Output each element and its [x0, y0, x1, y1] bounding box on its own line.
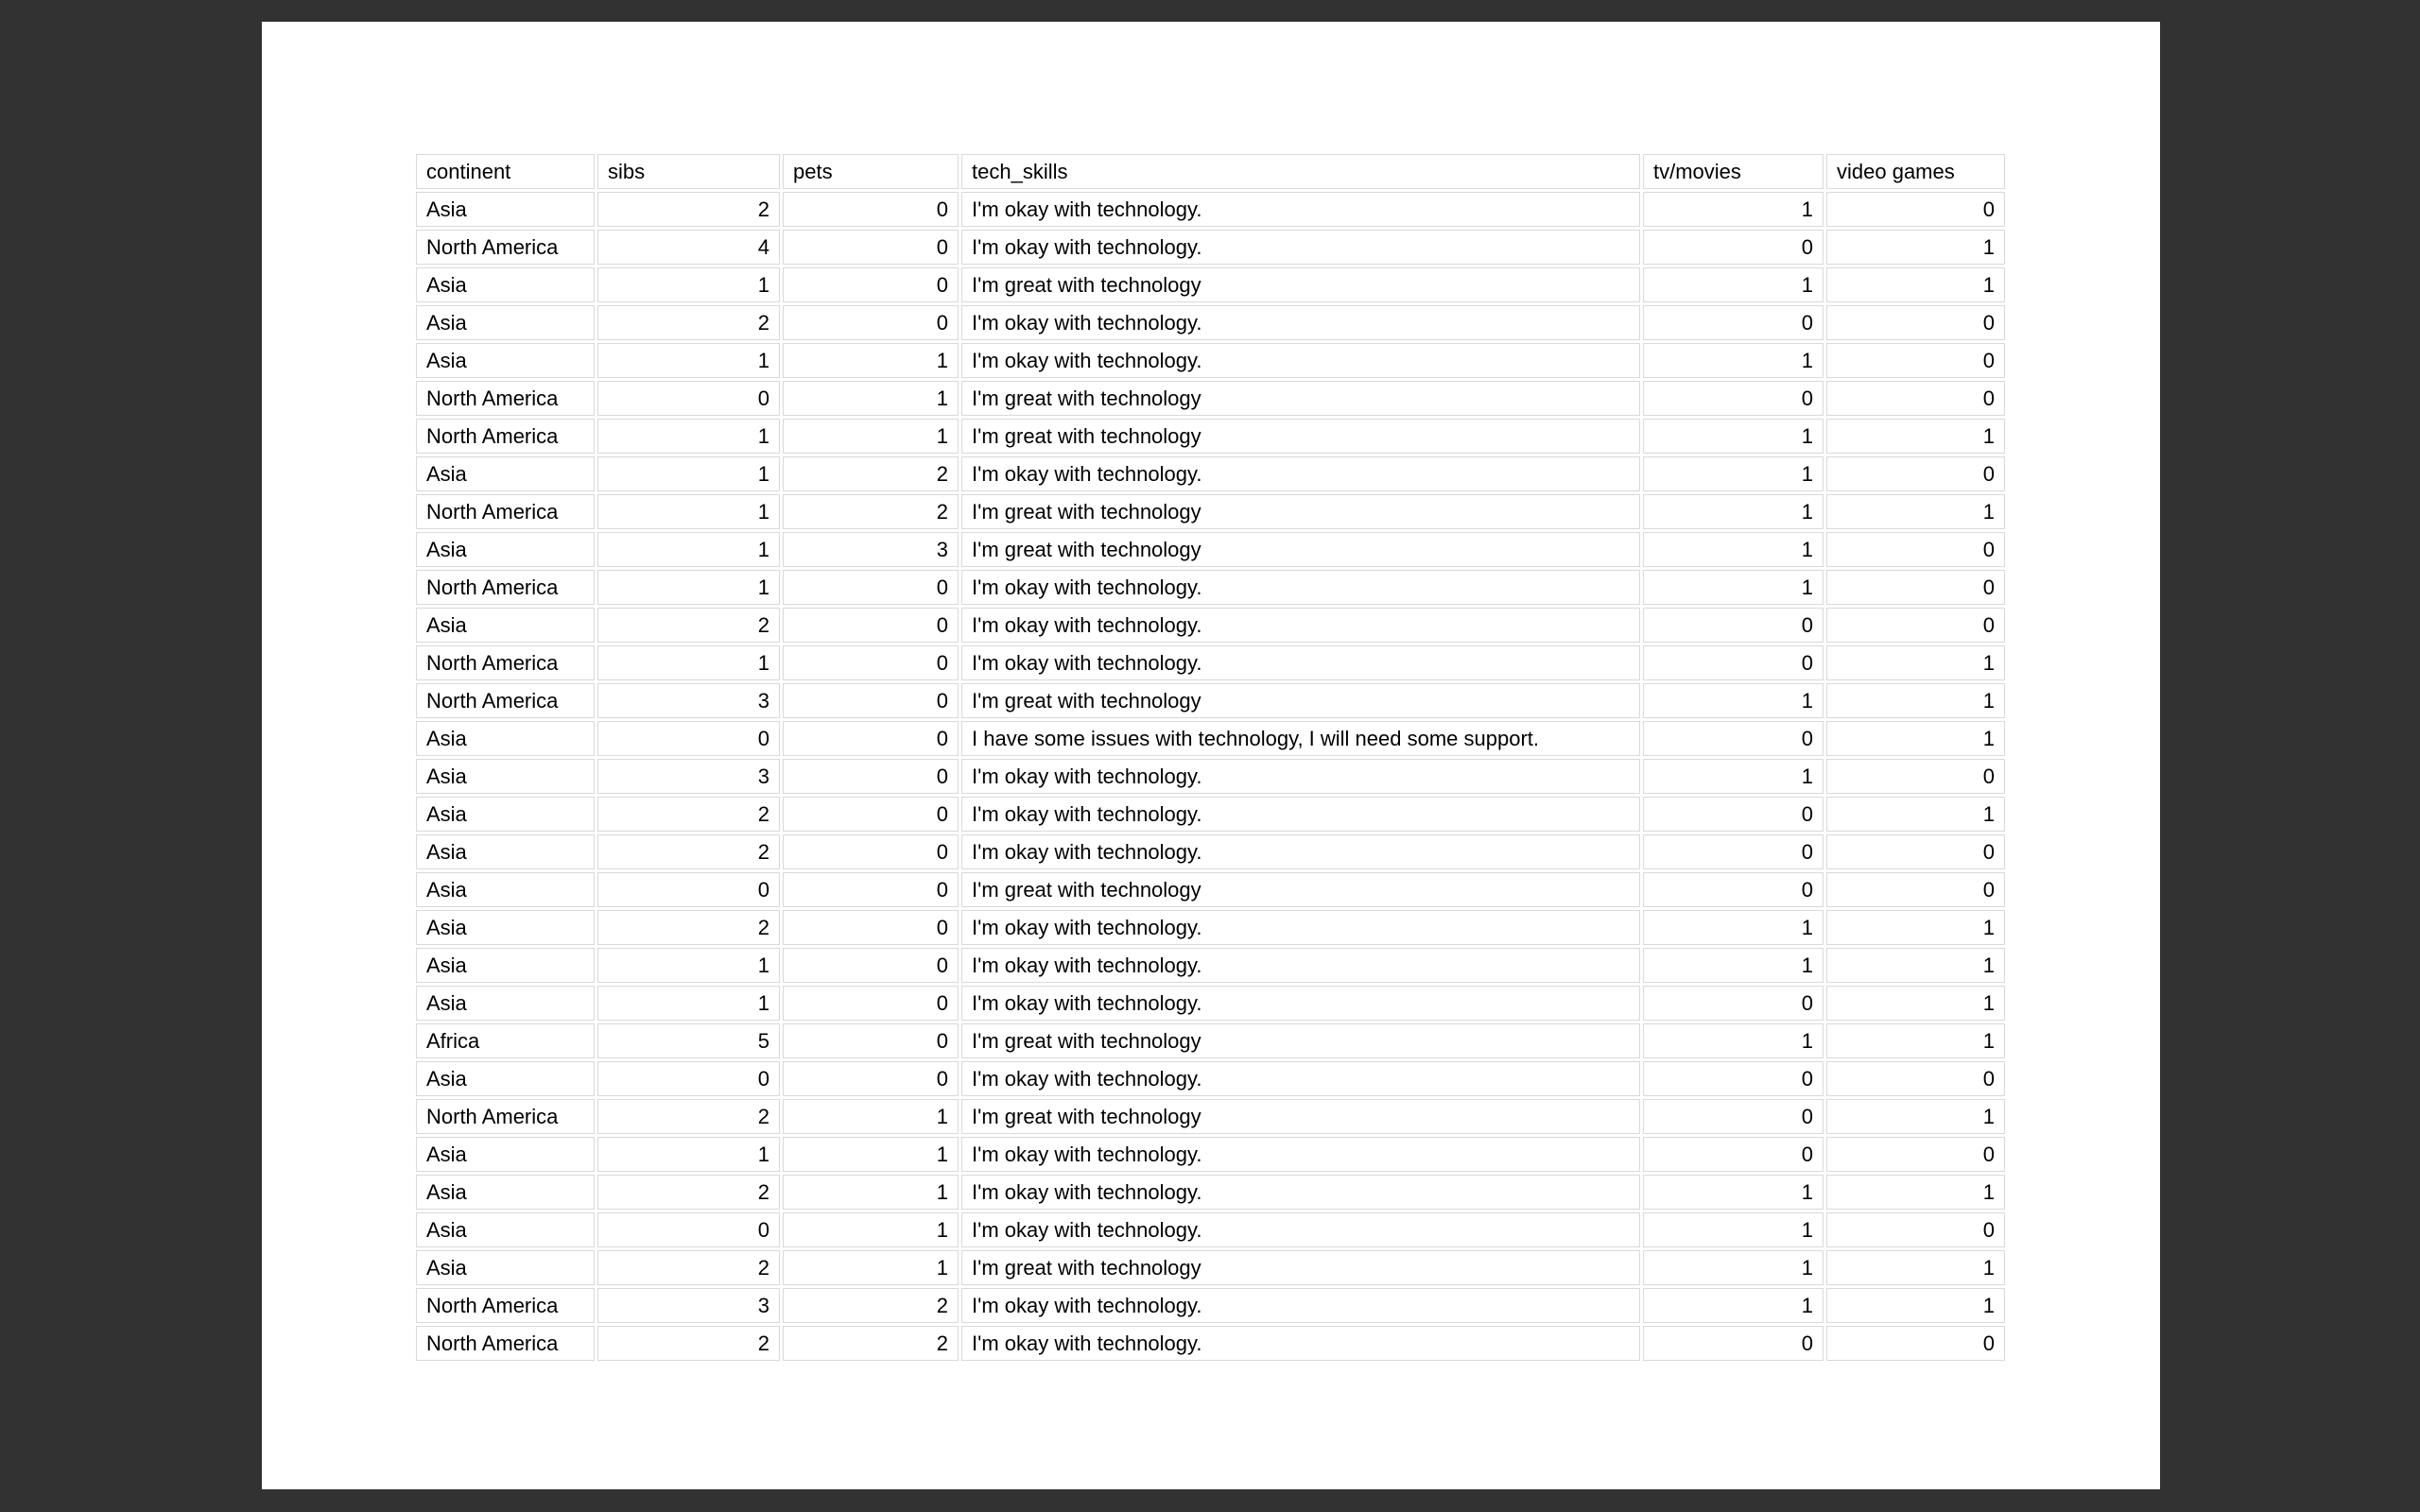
table-row: [416, 608, 2005, 643]
cell-continent: Africa: [416, 1023, 595, 1058]
cell-video_games: 1: [1826, 230, 2005, 265]
cell-tv_movies: 1: [1643, 1288, 1824, 1323]
cell-tech_skills: I'm okay with technology.: [961, 910, 1640, 945]
cell-sibs: 3: [597, 759, 780, 794]
cell-continent: Asia: [416, 986, 595, 1021]
cell-video_games: 0: [1826, 872, 2005, 907]
cell-video_games: 1: [1826, 1175, 2005, 1210]
cell-sibs: 1: [597, 948, 780, 983]
cell-pets: 0: [783, 797, 959, 832]
cell-video_games: 1: [1826, 267, 2005, 302]
cell-pets: 0: [783, 1061, 959, 1096]
cell-tv_movies: 1: [1643, 1250, 1824, 1285]
cell-sibs: 1: [597, 343, 780, 378]
cell-tv_movies: 1: [1643, 532, 1824, 567]
cell-tech_skills: I'm great with technology: [961, 1099, 1640, 1134]
cell-pets: 0: [783, 948, 959, 983]
cell-continent: North America: [416, 230, 595, 265]
cell-tv_movies: 1: [1643, 570, 1824, 605]
cell-continent: North America: [416, 419, 595, 454]
cell-video_games: 1: [1826, 948, 2005, 983]
cell-pets: 0: [783, 570, 959, 605]
cell-video_games: 0: [1826, 1326, 2005, 1361]
cell-tech_skills: I'm great with technology: [961, 1250, 1640, 1285]
cell-sibs: 1: [597, 419, 780, 454]
cell-tv_movies: 1: [1643, 267, 1824, 302]
cell-video_games: 1: [1826, 683, 2005, 718]
cell-tech_skills: I'm okay with technology.: [961, 986, 1640, 1021]
cell-tech_skills: I'm okay with technology.: [961, 797, 1640, 832]
cell-video_games: 1: [1826, 419, 2005, 454]
table-row: [416, 381, 2005, 416]
table-row: [416, 192, 2005, 227]
cell-tv_movies: 1: [1643, 910, 1824, 945]
cell-sibs: 1: [597, 494, 780, 529]
cell-sibs: 1: [597, 456, 780, 491]
cell-continent: Asia: [416, 456, 595, 491]
cell-continent: North America: [416, 570, 595, 605]
table-row: [416, 1288, 2005, 1323]
cell-video_games: 0: [1826, 1137, 2005, 1172]
column-header-video-games: video games: [1826, 154, 2005, 189]
column-header-tv-movies: tv/movies: [1643, 154, 1824, 189]
cell-continent: Asia: [416, 1250, 595, 1285]
table-row: [416, 1023, 2005, 1058]
cell-tv_movies: 0: [1643, 1326, 1824, 1361]
cell-video_games: 1: [1826, 1099, 2005, 1134]
cell-tech_skills: I'm great with technology: [961, 419, 1640, 454]
cell-pets: 3: [783, 532, 959, 567]
cell-pets: 2: [783, 1288, 959, 1323]
cell-pets: 0: [783, 834, 959, 869]
cell-pets: 0: [783, 910, 959, 945]
cell-continent: Asia: [416, 834, 595, 869]
cell-sibs: 2: [597, 1175, 780, 1210]
cell-tech_skills: I'm okay with technology.: [961, 305, 1640, 340]
cell-video_games: 1: [1826, 1250, 2005, 1285]
cell-pets: 0: [783, 608, 959, 643]
table-row: [416, 797, 2005, 832]
column-header-pets: pets: [783, 154, 959, 189]
cell-pets: 1: [783, 1099, 959, 1134]
cell-sibs: 5: [597, 1023, 780, 1058]
cell-video_games: 0: [1826, 1212, 2005, 1247]
cell-tech_skills: I'm great with technology: [961, 267, 1640, 302]
cell-sibs: 2: [597, 797, 780, 832]
cell-tech_skills: I'm okay with technology.: [961, 570, 1640, 605]
table-row: [416, 532, 2005, 567]
table-body: [416, 192, 2005, 1361]
cell-video_games: 0: [1826, 1061, 2005, 1096]
cell-tv_movies: 1: [1643, 1175, 1824, 1210]
cell-tech_skills: I'm okay with technology.: [961, 230, 1640, 265]
cell-continent: North America: [416, 683, 595, 718]
table-row: [416, 1326, 2005, 1361]
cell-video_games: 0: [1826, 305, 2005, 340]
cell-pets: 1: [783, 1250, 959, 1285]
table-row: [416, 1175, 2005, 1210]
cell-sibs: 0: [597, 872, 780, 907]
cell-sibs: 1: [597, 570, 780, 605]
cell-video_games: 1: [1826, 721, 2005, 756]
table-row: [416, 570, 2005, 605]
cell-tv_movies: 0: [1643, 1137, 1824, 1172]
cell-tv_movies: 0: [1643, 381, 1824, 416]
cell-continent: Asia: [416, 759, 595, 794]
cell-tv_movies: 0: [1643, 608, 1824, 643]
table-row: [416, 1250, 2005, 1285]
cell-tech_skills: I'm okay with technology.: [961, 1137, 1640, 1172]
cell-sibs: 1: [597, 267, 780, 302]
data-table: [413, 151, 2008, 1364]
table-row: [416, 419, 2005, 454]
cell-video_games: 0: [1826, 381, 2005, 416]
cell-tech_skills: I'm great with technology: [961, 381, 1640, 416]
cell-tech_skills: I'm okay with technology.: [961, 456, 1640, 491]
table-row: [416, 872, 2005, 907]
cell-tech_skills: I'm okay with technology.: [961, 645, 1640, 680]
cell-sibs: 3: [597, 1288, 780, 1323]
table-row: [416, 494, 2005, 529]
document-page: [262, 22, 2160, 1489]
cell-video_games: 0: [1826, 570, 2005, 605]
cell-sibs: 1: [597, 1137, 780, 1172]
cell-continent: Asia: [416, 948, 595, 983]
cell-sibs: 2: [597, 608, 780, 643]
cell-pets: 0: [783, 192, 959, 227]
cell-tv_movies: 0: [1643, 986, 1824, 1021]
cell-tv_movies: 1: [1643, 419, 1824, 454]
table-row: [416, 910, 2005, 945]
table-row: [416, 683, 2005, 718]
cell-sibs: 2: [597, 192, 780, 227]
cell-continent: Asia: [416, 305, 595, 340]
cell-pets: 0: [783, 267, 959, 302]
cell-tv_movies: 0: [1643, 834, 1824, 869]
cell-pets: 0: [783, 872, 959, 907]
cell-continent: Asia: [416, 797, 595, 832]
cell-pets: 0: [783, 683, 959, 718]
cell-tech_skills: I'm okay with technology.: [961, 1212, 1640, 1247]
cell-tv_movies: 1: [1643, 759, 1824, 794]
cell-continent: North America: [416, 1326, 595, 1361]
cell-tv_movies: 0: [1643, 305, 1824, 340]
cell-video_games: 1: [1826, 494, 2005, 529]
cell-continent: Asia: [416, 192, 595, 227]
cell-continent: Asia: [416, 1175, 595, 1210]
cell-sibs: 4: [597, 230, 780, 265]
table-row: [416, 721, 2005, 756]
cell-sibs: 3: [597, 683, 780, 718]
cell-tech_skills: I'm okay with technology.: [961, 1175, 1640, 1210]
cell-tv_movies: 0: [1643, 230, 1824, 265]
cell-tech_skills: I'm okay with technology.: [961, 1326, 1640, 1361]
cell-video_games: 0: [1826, 343, 2005, 378]
cell-video_games: 0: [1826, 759, 2005, 794]
cell-tech_skills: I'm great with technology: [961, 494, 1640, 529]
cell-tech_skills: I'm okay with technology.: [961, 948, 1640, 983]
cell-continent: Asia: [416, 721, 595, 756]
cell-continent: Asia: [416, 343, 595, 378]
cell-video_games: 1: [1826, 645, 2005, 680]
cell-pets: 1: [783, 1212, 959, 1247]
cell-pets: 0: [783, 721, 959, 756]
cell-tv_movies: 0: [1643, 1061, 1824, 1096]
cell-tech_skills: I have some issues with technology, I will need some support.: [961, 721, 1640, 756]
table-row: [416, 645, 2005, 680]
cell-continent: North America: [416, 645, 595, 680]
cell-sibs: 2: [597, 1326, 780, 1361]
cell-sibs: 2: [597, 305, 780, 340]
cell-pets: 0: [783, 645, 959, 680]
cell-video_games: 0: [1826, 456, 2005, 491]
cell-sibs: 1: [597, 532, 780, 567]
column-header-sibs: sibs: [597, 154, 780, 189]
cell-video_games: 1: [1826, 986, 2005, 1021]
cell-video_games: 1: [1826, 1023, 2005, 1058]
cell-pets: 0: [783, 305, 959, 340]
cell-tech_skills: I'm okay with technology.: [961, 343, 1640, 378]
cell-pets: 2: [783, 494, 959, 529]
cell-tech_skills: I'm okay with technology.: [961, 834, 1640, 869]
cell-pets: 1: [783, 381, 959, 416]
cell-video_games: 0: [1826, 532, 2005, 567]
cell-continent: North America: [416, 1288, 595, 1323]
cell-tv_movies: 0: [1643, 797, 1824, 832]
cell-continent: Asia: [416, 1212, 595, 1247]
cell-tv_movies: 1: [1643, 494, 1824, 529]
cell-tv_movies: 1: [1643, 192, 1824, 227]
cell-tech_skills: I'm okay with technology.: [961, 608, 1640, 643]
cell-tv_movies: 0: [1643, 721, 1824, 756]
cell-tv_movies: 0: [1643, 872, 1824, 907]
table-row: [416, 343, 2005, 378]
cell-pets: 0: [783, 759, 959, 794]
cell-tv_movies: 1: [1643, 1023, 1824, 1058]
table-row: [416, 230, 2005, 265]
table-row: [416, 1212, 2005, 1247]
cell-sibs: 1: [597, 986, 780, 1021]
table-row: [416, 456, 2005, 491]
cell-sibs: 2: [597, 910, 780, 945]
cell-tv_movies: 1: [1643, 343, 1824, 378]
cell-tv_movies: 1: [1643, 948, 1824, 983]
cell-sibs: 0: [597, 721, 780, 756]
cell-tech_skills: I'm great with technology: [961, 1023, 1640, 1058]
cell-pets: 1: [783, 1175, 959, 1210]
cell-pets: 0: [783, 1023, 959, 1058]
cell-pets: 1: [783, 1137, 959, 1172]
cell-pets: 0: [783, 986, 959, 1021]
cell-tech_skills: I'm okay with technology.: [961, 1061, 1640, 1096]
cell-sibs: 2: [597, 1250, 780, 1285]
cell-continent: North America: [416, 1099, 595, 1134]
cell-video_games: 1: [1826, 910, 2005, 945]
cell-pets: 0: [783, 230, 959, 265]
column-header-tech-skills: tech_skills: [961, 154, 1640, 189]
cell-tech_skills: I'm great with technology: [961, 872, 1640, 907]
cell-pets: 1: [783, 343, 959, 378]
cell-sibs: 0: [597, 381, 780, 416]
cell-continent: Asia: [416, 872, 595, 907]
table-row: [416, 305, 2005, 340]
cell-tv_movies: 1: [1643, 456, 1824, 491]
table-row: [416, 1099, 2005, 1134]
cell-tv_movies: 1: [1643, 1212, 1824, 1247]
cell-continent: Asia: [416, 608, 595, 643]
cell-tech_skills: I'm great with technology: [961, 683, 1640, 718]
table-row: [416, 948, 2005, 983]
table-row: [416, 759, 2005, 794]
table-row: [416, 1061, 2005, 1096]
cell-continent: Asia: [416, 267, 595, 302]
cell-tv_movies: 0: [1643, 645, 1824, 680]
cell-tech_skills: I'm great with technology: [961, 532, 1640, 567]
cell-sibs: 1: [597, 645, 780, 680]
cell-continent: Asia: [416, 1137, 595, 1172]
cell-sibs: 0: [597, 1061, 780, 1096]
table-row: [416, 1137, 2005, 1172]
cell-tech_skills: I'm okay with technology.: [961, 759, 1640, 794]
table-row: [416, 986, 2005, 1021]
cell-video_games: 1: [1826, 797, 2005, 832]
cell-tv_movies: 0: [1643, 1099, 1824, 1134]
table-header-row: [416, 154, 2005, 189]
cell-continent: Asia: [416, 1061, 595, 1096]
cell-video_games: 0: [1826, 834, 2005, 869]
cell-tv_movies: 1: [1643, 683, 1824, 718]
cell-pets: 2: [783, 1326, 959, 1361]
cell-video_games: 0: [1826, 192, 2005, 227]
column-header-continent: continent: [416, 154, 595, 189]
cell-pets: 1: [783, 419, 959, 454]
table-row: [416, 834, 2005, 869]
table-row: [416, 267, 2005, 302]
cell-pets: 2: [783, 456, 959, 491]
cell-tech_skills: I'm okay with technology.: [961, 192, 1640, 227]
cell-sibs: 2: [597, 834, 780, 869]
cell-video_games: 1: [1826, 1288, 2005, 1323]
cell-sibs: 2: [597, 1099, 780, 1134]
cell-continent: North America: [416, 494, 595, 529]
cell-continent: Asia: [416, 532, 595, 567]
cell-continent: Asia: [416, 910, 595, 945]
cell-video_games: 0: [1826, 608, 2005, 643]
cell-continent: North America: [416, 381, 595, 416]
cell-tech_skills: I'm okay with technology.: [961, 1288, 1640, 1323]
cell-sibs: 0: [597, 1212, 780, 1247]
